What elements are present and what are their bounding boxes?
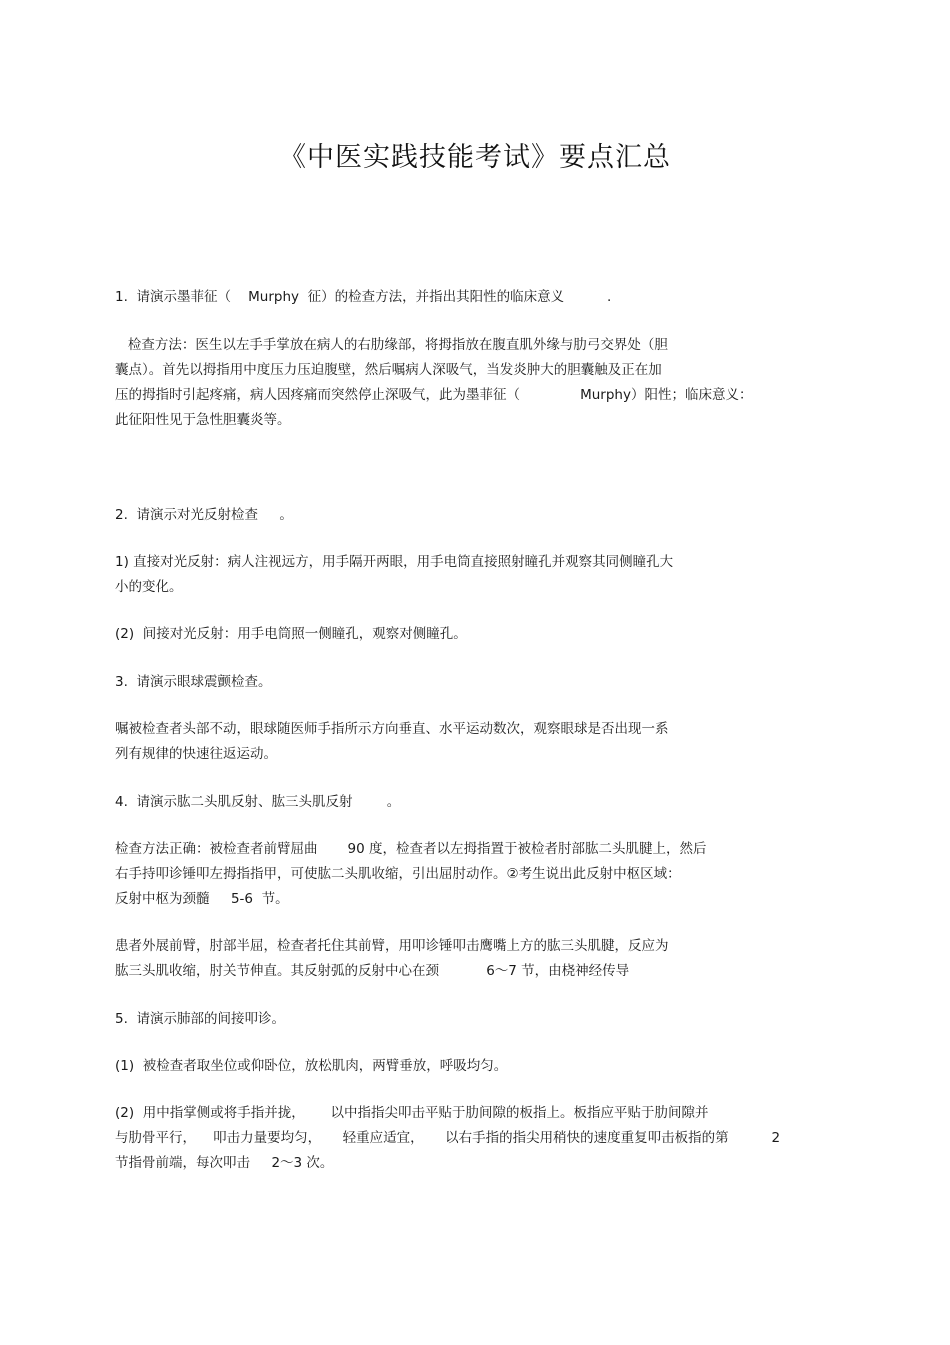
answer-4-line-2: 右手持叩诊锤叩左拇指指甲，可使肱二头肌收缩，引出屈肘动作。②考生说出此反射中枢区域： bbox=[115, 866, 681, 882]
answer-3-line-1: 嘱被检查者头部不动，眼球随医师手指所示方向垂直、水平运动数次，观察眼球是否出现一系 bbox=[115, 721, 669, 737]
answer-4-line-3: 反射中枢为颈髓 5-6 节。 bbox=[115, 891, 289, 907]
document-title: 《中医实践技能考试》要点汇总 bbox=[279, 142, 671, 173]
answer-1-line-2: 囊点）。首先以拇指用中度压力压迫腹壁，然后嘱病人深吸气，当发炎肿大的胆囊触及正在加 bbox=[115, 362, 662, 378]
answer-4-line-5: 肱三头肌收缩，肘关节伸直。其反射弧的反射中心在颈 6～7 节，由桡神经传导 bbox=[115, 963, 630, 979]
answer-2-line-2: 小的变化。 bbox=[115, 579, 183, 595]
answer-4-line-4: 患者外展前臂，肘部半屈，检查者托住其前臂，用叩诊锤叩击鹰嘴上方的肱三头肌腱，反应为 bbox=[115, 938, 669, 954]
answer-2-line-3: (2) 间接对光反射：用手电筒照一侧瞳孔，观察对侧瞳孔。 bbox=[115, 626, 467, 642]
answer-2-line-1: 1) 直接对光反射：病人注视远方，用手隔开两眼，用手电筒直接照射瞳孔并观察其同侧瞳孔大 bbox=[115, 554, 674, 570]
answer-1-line-1: 检查方法：医生以左手手掌放在病人的右肋缘部，将拇指放在腹直肌外缘与肋弓交界处（胆 bbox=[115, 337, 668, 353]
question-3: 3. 请演示眼球震颤检查。 bbox=[115, 674, 272, 690]
question-2: 2. 请演示对光反射检查 。 bbox=[115, 507, 293, 523]
answer-1-line-3: 压的拇指时引起疼痛，病人因疼痛而突然停止深吸气，此为墨菲征（ Murphy）阳性；临床意义： bbox=[115, 387, 753, 403]
answer-5-line-3: 与肋骨平行， 叩击力量要均匀， 轻重应适宜， 以右手指的指尖用稍快的速度重复叩击板指的第 2 bbox=[115, 1130, 781, 1146]
answer-5-line-4: 节指骨前端，每次叩击 2～3 次。 bbox=[115, 1155, 334, 1171]
answer-3-line-2: 列有规律的快速往返运动。 bbox=[115, 746, 277, 762]
question-5: 5. 请演示肺部的间接叩诊。 bbox=[115, 1011, 285, 1027]
answer-4-line-1: 检查方法正确：被检查者前臂屈曲 90 度，检查者以左拇指置于被检者肘部肱二头肌腱上，然后 bbox=[115, 841, 707, 857]
answer-5-line-2: (2) 用中指掌侧或将手指并拢， 以中指指尖叩击平贴于肋间隙的板指上。板指应平贴于肋间隙并 bbox=[115, 1105, 709, 1121]
answer-5-line-1: (1) 被检查者取坐位或仰卧位，放松肌肉，两臂垂放，呼吸均匀。 bbox=[115, 1058, 508, 1074]
answer-1-line-4: 此征阳性见于急性胆囊炎等。 bbox=[115, 412, 291, 428]
question-1: 1. 请演示墨菲征（ Murphy 征）的检查方法，并指出其阳性的临床意义 . bbox=[115, 289, 612, 305]
question-4: 4. 请演示肱二头肌反射、肱三头肌反射 。 bbox=[115, 794, 401, 810]
